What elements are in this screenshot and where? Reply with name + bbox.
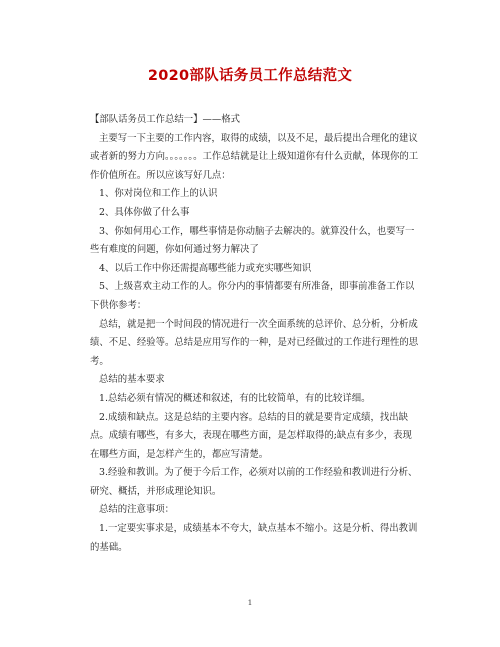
body-paragraph: 1.总结必须有情况的概述和叙述，有的比较简单，有的比较详细。	[99, 392, 371, 404]
page-number: 1	[247, 598, 253, 607]
body-paragraph: 2、具体你做了什么事	[99, 206, 190, 218]
body-paragraph: 主要写一下主要的工作内容，取得的成绩，以及不足，最后提出合理化的建议或者新的努力方向。。。。。。。工作总结就是让上级知道你有什么贡献，体现你的工作价值所在。所以应该写好几点：	[90, 132, 419, 181]
body-paragraph: 4、以后工作中你还需提高哪些能力或充实哪些知识	[99, 262, 312, 274]
body-paragraph: 1、你对岗位和工作上的认识	[99, 188, 218, 200]
body-paragraph: 1.一定要实事求是，成绩基本不夸大，缺点基本不缩小。这是分析、得出教训的基础。	[90, 523, 418, 553]
body-paragraph: 2.成绩和缺点。这是总结的主要内容。总结的目的就是要肯定成绩，找出缺点。成绩有哪些，有多大，表现在哪些方面，是怎样取得的;缺点有多少，表现在哪些方面，是怎样产生的，都应写清楚。	[90, 411, 412, 460]
body-paragraph: 3.经验和教训。为了便于今后工作，必须对以前的工作经验和教训进行分析、研究、概括，并形成理论知识。	[90, 467, 418, 497]
document-body	[90, 111, 420, 557]
body-paragraph: 【部队话务员工作总结一】——格式	[90, 114, 241, 125]
body-paragraph: 5、上级喜欢主动工作的人。你分内的事情都要有所准备，即事前准备工作以下供你参考：	[90, 281, 415, 311]
document-title: 2020部队话务员工作总结范文	[147, 68, 353, 84]
body-paragraph: 总结，就是把一个时间段的情况进行一次全面系统的总评价、总分析，分析成绩、不足、经验等。总结是应用写作的一种，是对已经做过的工作进行理性的思考。	[90, 318, 419, 367]
body-paragraph: 总结的注意事项：	[99, 504, 175, 516]
body-paragraph: 3、你如何用心工作，哪些事情是你动脑子去解决的。就算没什么，也要写一些有难度的问题，你如何通过努力解决了	[90, 225, 415, 256]
body-paragraph: 总结的基本要求	[99, 374, 165, 386]
